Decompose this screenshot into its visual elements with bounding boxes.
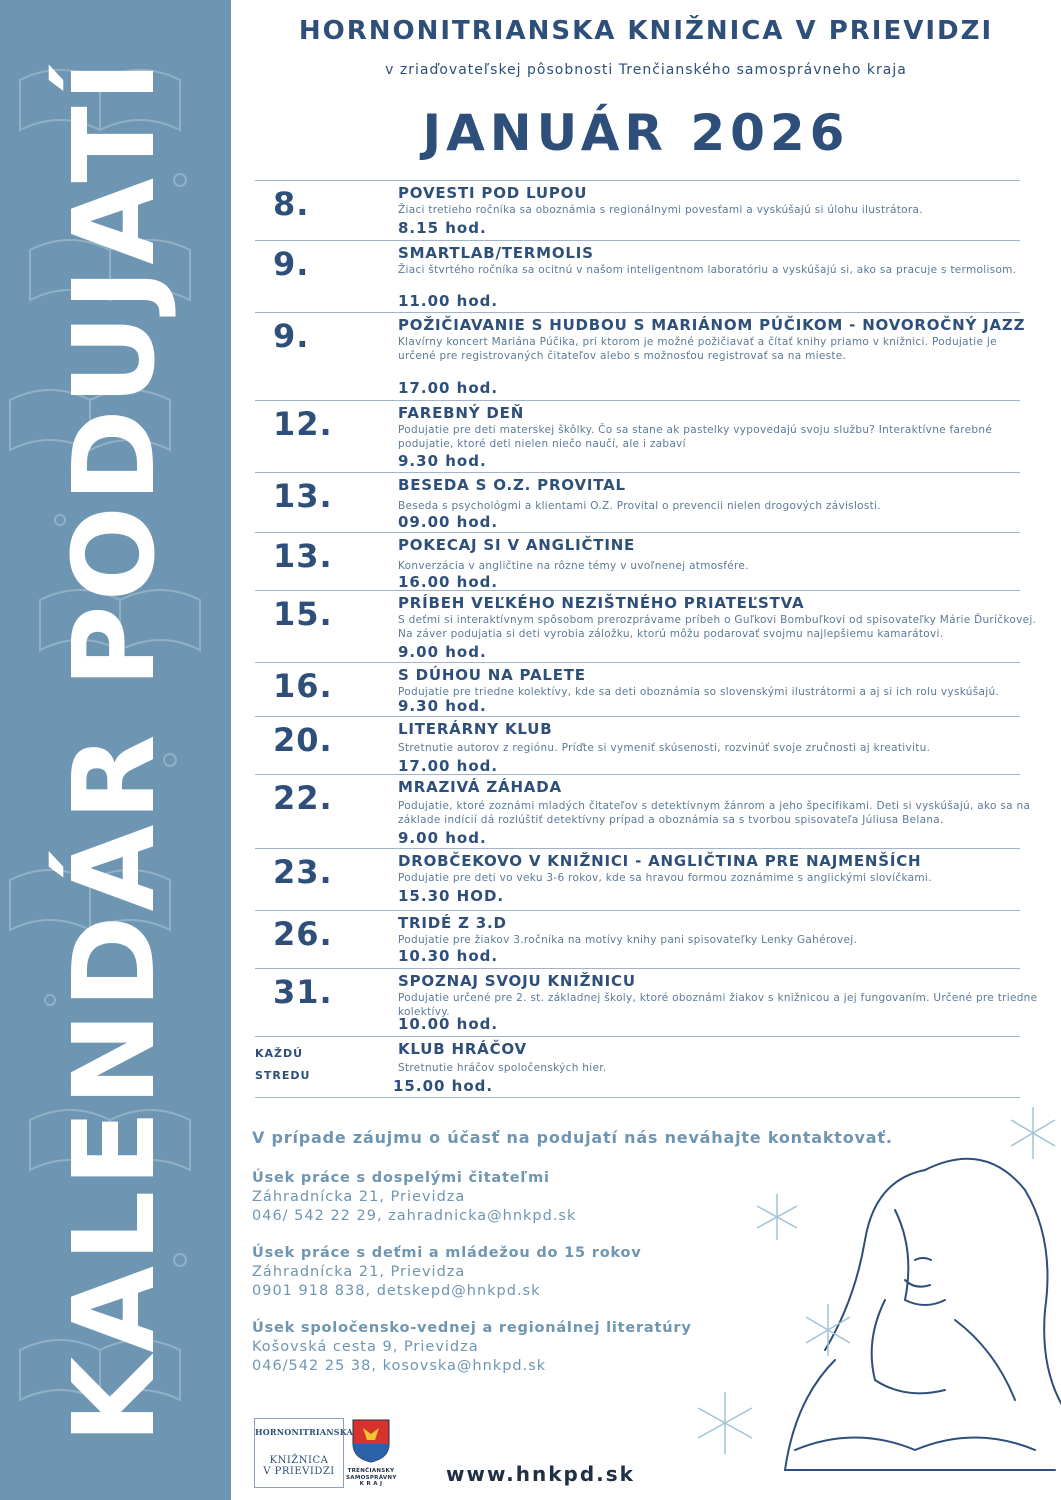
coat-of-arms-icon xyxy=(351,1418,391,1464)
region-logo-line3: K R A J xyxy=(359,1481,383,1487)
event-title: KLUB HRÁČOV xyxy=(398,1040,527,1058)
contact-address: Záhradnícka 21, Prievidza xyxy=(252,1264,466,1280)
event-row xyxy=(255,472,1020,533)
event-time: 09.00 hod. xyxy=(398,513,499,531)
event-time: 17.00 hod. xyxy=(398,757,499,775)
event-day: 9. xyxy=(273,317,310,355)
contact-heading: Úsek spoločensko-vednej a regionálnej literatúry xyxy=(252,1320,692,1336)
event-day: 22. xyxy=(273,779,333,817)
event-time: 9.00 hod. xyxy=(398,643,487,661)
event-time: 15.30 HOD. xyxy=(398,887,505,905)
event-time: 9.30 hod. xyxy=(398,452,487,470)
library-logo-line3: V PRIEVIDZI xyxy=(263,1466,335,1477)
event-description: S deťmi si interaktívnym spôsobom prerozprávame príbeh o Guľkovi Bombuľkovi od spisovateľky Márie Ďuríčkovej. Na záver podujatia si deti vyrobia záložku, ktorú môžu podarovať svojmu najlepšiemu kamarátovi. xyxy=(398,614,1037,640)
event-title: POKECAJ SI V ANGLIČTINE xyxy=(398,536,636,554)
event-day: 13. xyxy=(273,537,333,575)
event-row xyxy=(255,910,1020,969)
event-row xyxy=(255,180,1020,241)
event-time: 17.00 hod. xyxy=(398,379,499,397)
snowflake-icon xyxy=(800,1302,856,1358)
event-day: 13. xyxy=(273,477,333,515)
event-title: FAREBNÝ DEŇ xyxy=(398,404,525,422)
contact-address: Záhradnícka 21, Prievidza xyxy=(252,1189,466,1205)
event-day-label: KAŽDÚ STREDU xyxy=(255,1047,311,1082)
event-time: 8.15 hod. xyxy=(398,219,487,237)
library-logo-line2: KNIŽNICA xyxy=(269,1455,329,1466)
event-title: PRÍBEH VEĽKÉHO NEZIŠTNÉHO PRIATEĽSTVA xyxy=(398,594,805,612)
event-day: 26. xyxy=(273,915,333,953)
event-row xyxy=(255,716,1020,775)
event-title: BESEDA S O.Z. PROVITAL xyxy=(398,476,626,494)
contact-heading: Úsek práce s dospelými čitateľmi xyxy=(252,1170,550,1186)
event-day xyxy=(255,1043,315,1087)
event-day: 15. xyxy=(273,595,333,633)
event-day: 12. xyxy=(273,405,333,443)
event-time: 10.30 hod. xyxy=(398,947,499,965)
event-time: 16.00 hod. xyxy=(398,573,499,591)
event-title: MRAZIVÁ ZÁHADA xyxy=(398,778,562,796)
event-time: 9.00 hod. xyxy=(398,829,487,847)
event-day: 20. xyxy=(273,721,333,759)
event-description: Podujatie pre deti vo veku 3-6 rokov, kde sa hravou formou zoznámime s anglickými slovíčkami. xyxy=(398,872,932,884)
snowflake-icon xyxy=(1005,1105,1061,1161)
event-description: Žiaci tretieho ročníka sa oboznámia s regionálnymi povesťami a vyskúšajú si úlohu ilustrátora. xyxy=(398,204,923,216)
event-description: Podujatie pre deti materskej škôlky. Čo sa stane ak pastelky vypovedajú svoju službu? Interaktívne farebné podujatie, ktoré deti nielen niečo naučí, ale i zabaví xyxy=(398,424,993,450)
event-description: Beseda s psychológmi a klientami O.Z. Provital o prevencii nielen drogových závislosti. xyxy=(398,500,881,512)
event-row xyxy=(255,662,1020,717)
event-row xyxy=(255,312,1026,401)
event-description: Žiaci štvrtého ročníka sa ocitnú v našom inteligentnom laboratóriu a vyskúšajú si, ako sa pracuje s termolisom. xyxy=(398,264,1017,276)
event-row xyxy=(255,968,1038,1037)
event-description: Klavírny koncert Mariána Púčika, pri ktorom je možné požičiavať a čítať knihy priamo v knižnici. Podujatie je určené pre registrovaných čitateľov alebo s možnosťou registrovať sa na mieste. xyxy=(398,336,997,362)
event-description: Podujatie pre žiakov 3.ročníka na motívy knihy pani spisovateľky Lenky Gahérovej. xyxy=(398,934,858,946)
event-title: POŽIČIAVANIE S HUDBOU S MARIÁNOM PÚČIKOM - NOVOROČNÝ JAZZ xyxy=(398,316,1026,334)
region-logo-line1: TRENČIANSKY xyxy=(347,1468,395,1474)
event-time: 9.30 hod. xyxy=(398,697,487,715)
page-title: JANUÁR 2026 xyxy=(422,104,850,162)
sidebar-banner xyxy=(0,0,231,1500)
region-logo-line2: SAMOSPRÁVNY xyxy=(346,1474,397,1481)
event-title: LITERÁRNY KLUB xyxy=(398,720,553,738)
event-time: 15.00 hod. xyxy=(393,1077,494,1095)
event-day: 23. xyxy=(273,853,333,891)
event-description: Podujatie určené pre 2. st. základnej školy, ktoré oboznámi žiakov s knižnicou a jej fungovaním. Určené pre triedne kolektívy. xyxy=(398,992,1038,1018)
event-description: Podujatie, ktoré zoznámi mladých čitateľov s detektívnym žánrom a jeho špecifikami. Deti si vyskúšajú, ako sa na základe indícií dá rozlúštiť detektívny prípad a oboznámia sa s tvorbou spisovateľa Júliusa Belana. xyxy=(398,800,1031,826)
event-description: Stretnutie hráčov spoločenských hier. xyxy=(398,1062,607,1074)
library-logo xyxy=(254,1418,353,1488)
event-title: SPOZNAJ SVOJU KNIŽNICU xyxy=(398,972,636,990)
event-time: 11.00 hod. xyxy=(398,292,499,310)
organization-subtitle: v zriaďovateľskej pôsobnosti Trenčianského samosprávneho kraja xyxy=(385,62,907,78)
event-time: 10.00 hod. xyxy=(398,1015,499,1033)
contact-lead: V prípade záujmu o účasť na podujatí nás neváhajte kontaktovať. xyxy=(252,1128,893,1147)
event-title: TRIDÉ Z 3.D xyxy=(398,914,507,932)
snowflake-icon xyxy=(752,1192,802,1242)
contact-phone-email[interactable]: 046/ 542 22 29, zahradnicka@hnkpd.sk xyxy=(252,1208,577,1224)
event-description: Podujatie pre triedne kolektívy, kde sa deti oboznámia so slovenskými ilustrátormi a aj si ich rolu vyskúšajú. xyxy=(398,686,1000,698)
event-day: 9. xyxy=(273,245,310,283)
contact-address: Košovská cesta 9, Prievidza xyxy=(252,1339,479,1355)
snowflake-icon xyxy=(692,1390,758,1456)
event-row xyxy=(255,590,1037,663)
event-day: 31. xyxy=(273,973,333,1011)
event-row xyxy=(255,848,1020,911)
event-row xyxy=(255,532,1020,591)
event-row xyxy=(255,400,1020,473)
event-title: DROBČEKOVO V KNIŽNICI - ANGLIČTINA PRE NAJMENŠÍCH xyxy=(398,852,922,870)
event-description: Stretnutie autorov z regiónu. Príďte si vymeniť skúsenosti, rozvinúť svoje zručnosti aj kreativitu. xyxy=(398,742,931,754)
contact-phone-email[interactable]: 0901 918 838, detskepd@hnkpd.sk xyxy=(252,1283,541,1299)
vertical-title: KALENDÁR PODUJATÍ xyxy=(50,56,180,1444)
event-row xyxy=(255,1036,1020,1098)
event-day: 8. xyxy=(273,185,310,223)
event-description: Konverzácia v angličtine na rôzne témy v uvoľnenej atmosfére. xyxy=(398,560,749,572)
event-day: 16. xyxy=(273,667,333,705)
event-row xyxy=(255,774,1031,849)
event-title: POVESTI POD LUPOU xyxy=(398,184,588,202)
website-link[interactable]: www.hnkpd.sk xyxy=(446,1462,635,1486)
contact-heading: Úsek práce s deťmi a mládežou do 15 rokov xyxy=(252,1245,642,1261)
event-title: S DÚHOU NA PALETE xyxy=(398,666,586,684)
organization-name: HORNONITRIANSKA KNIŽNICA V PRIEVIDZI xyxy=(298,16,994,46)
event-row xyxy=(255,240,1020,313)
event-title: SMARTLAB/TERMOLIS xyxy=(398,244,594,262)
region-logo xyxy=(346,1418,396,1494)
library-logo-line1: HORNONITRIANSKA xyxy=(255,1427,353,1437)
contact-phone-email[interactable]: 046/542 25 38, kosovska@hnkpd.sk xyxy=(252,1358,547,1374)
